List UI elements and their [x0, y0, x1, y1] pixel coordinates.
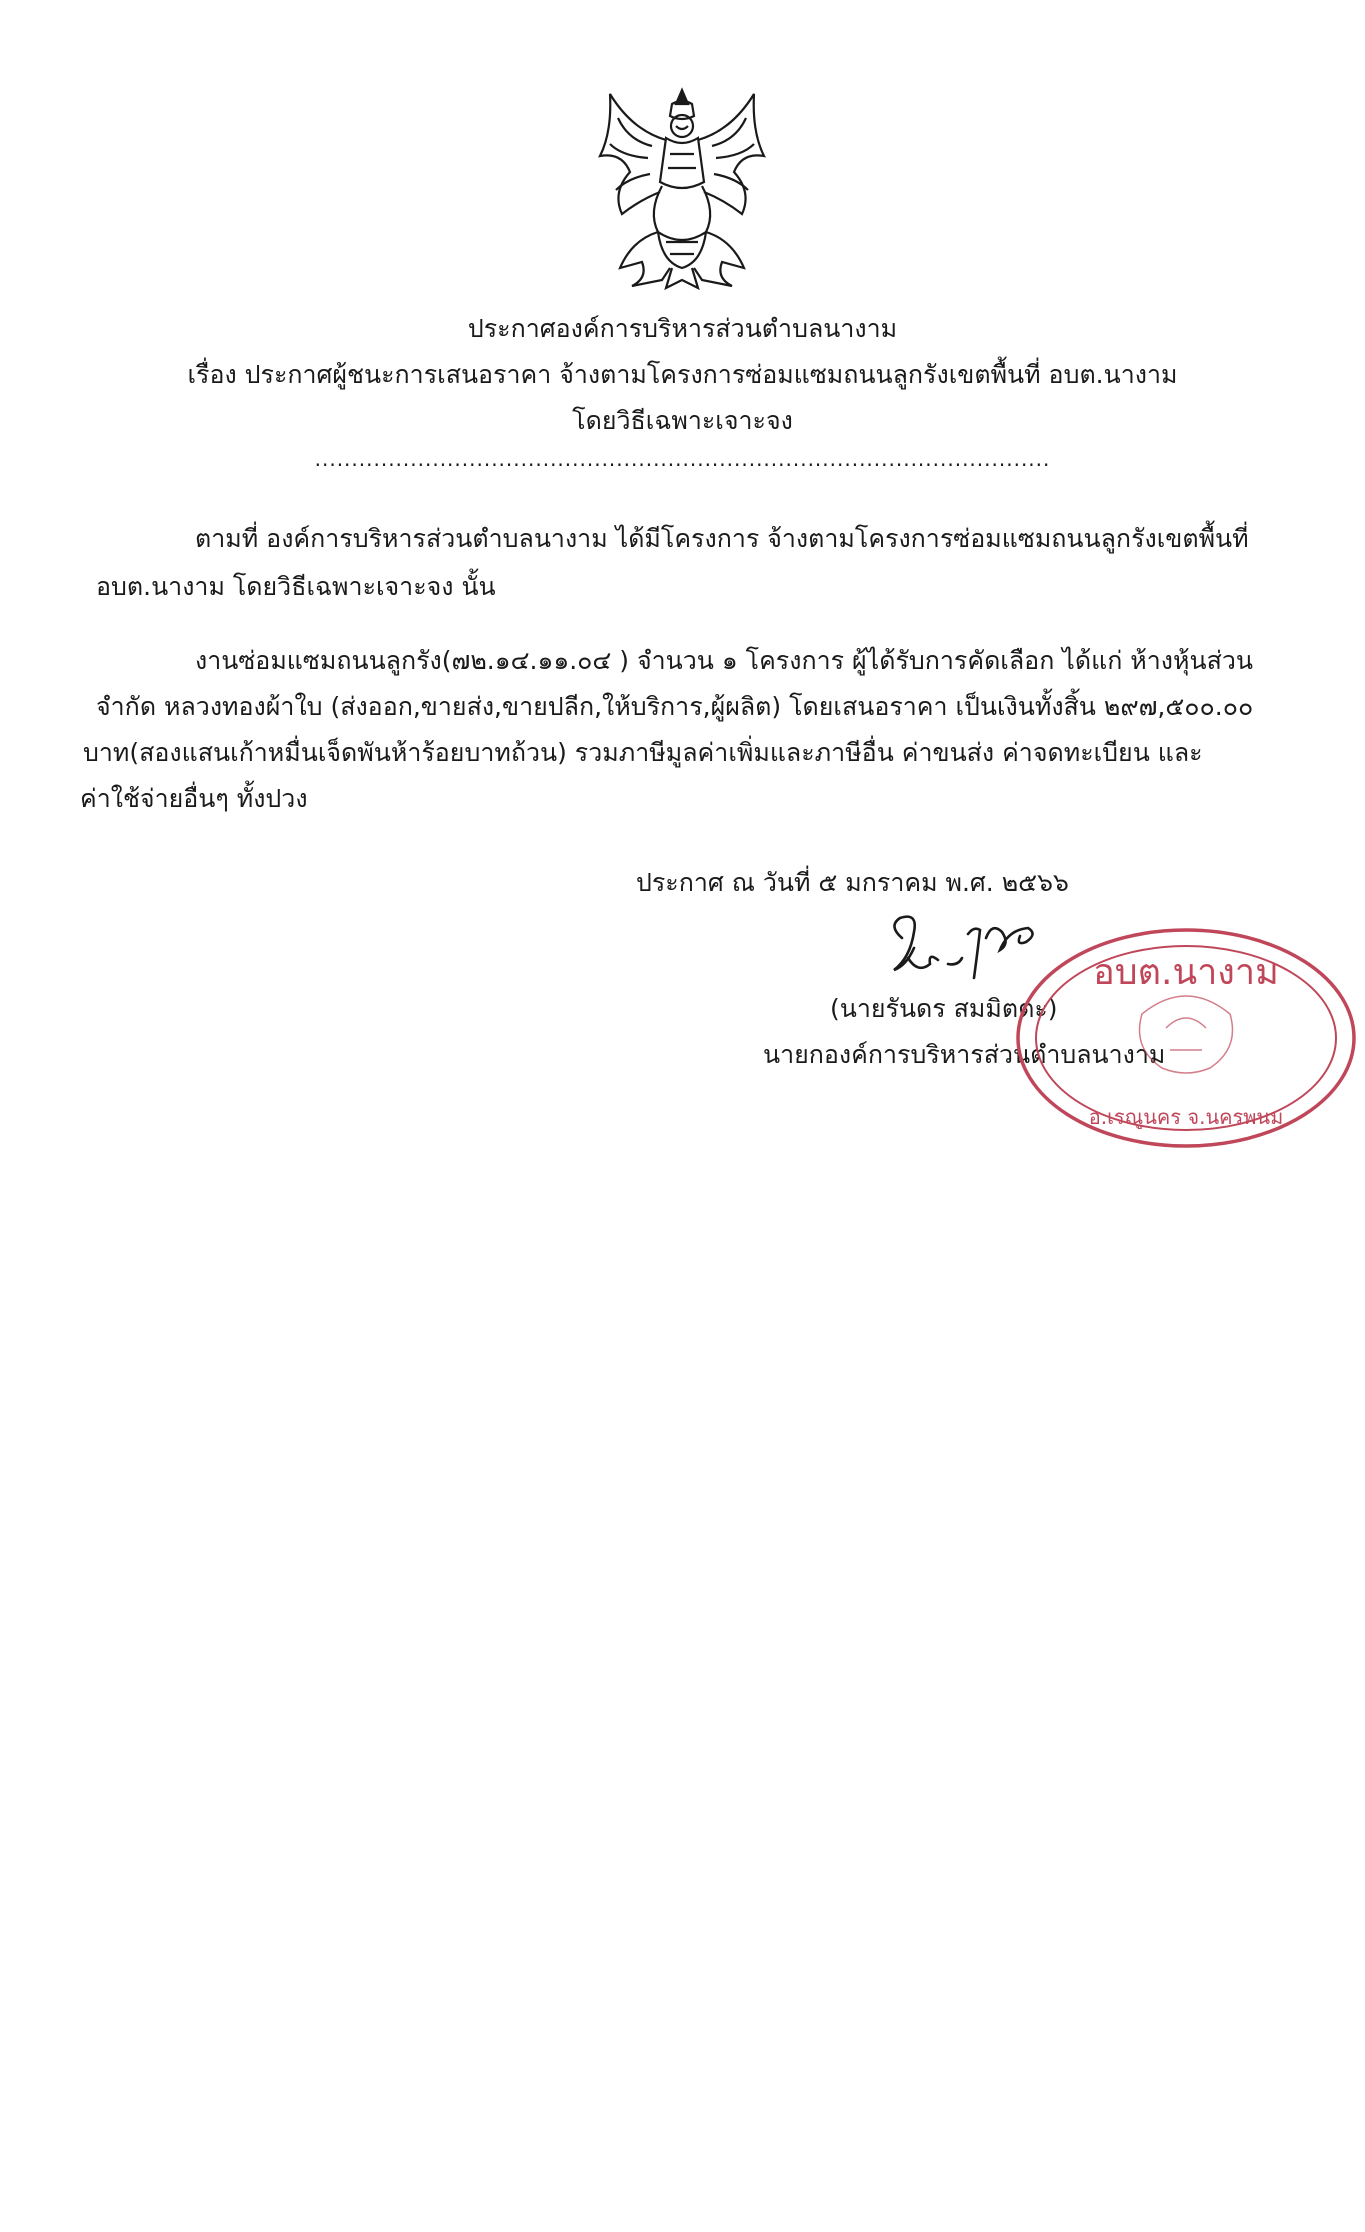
dotted-separator: .................................................................................................... [314, 447, 1051, 471]
announcement-method: โดยวิธีเฉพาะเจาะจง [572, 406, 793, 435]
paragraph-2-line-2: จำกัด หลวงทองผ้าใบ (ส่งออก,ขายส่ง,ขายปลีก,ให้บริการ,ผู้ผลิต) โดยเสนอราคา เป็นเงินทั้งสิ้น ๒๙๗,๕๐๐.๐๐ [96, 692, 1254, 721]
paragraph-2-line-4: ค่าใช้จ่ายอื่นๆ ทั้งปวง [80, 784, 308, 813]
garuda-emblem-icon [592, 82, 772, 292]
paragraph-1-line-1: ตามที่ องค์การบริหารส่วนตำบลนางาม ได้มีโครงการ จ้างตามโครงการซ่อมแซมถนนลูกรังเขตพื้นที่ [195, 524, 1249, 553]
announcement-title: ประกาศองค์การบริหารส่วนตำบลนางาม [467, 314, 898, 343]
paragraph-1-line-2: อบต.นางาม โดยวิธีเฉพาะเจาะจง นั้น [96, 572, 496, 601]
paragraph-2-line-1: งานซ่อมแซมถนนลูกรัง(๗๒.๑๔.๑๑.๐๔ ) จำนวน ๑ โครงการ ผู้ได้รับการคัดเลือก ได้แก่ ห้างหุ้นส่วน [195, 646, 1253, 675]
official-stamp-icon [990, 918, 1362, 1178]
announcement-subject: เรื่อง ประกาศผู้ชนะการเสนอราคา จ้างตามโครงการซ่อมแซมถนนลูกรังเขตพื้นที่ อบต.นางาม [187, 360, 1178, 389]
stamp-top-text: อบต.นางาม [1093, 952, 1279, 993]
announcement-date: ประกาศ ณ วันที่ ๕ มกราคม พ.ศ. ๒๕๖๖ [636, 868, 1069, 897]
paragraph-2-line-3: บาท(สองแสนเก้าหมื่นเจ็ดพันห้าร้อยบาทถ้วน) รวมภาษีมูลค่าเพิ่มและภาษีอื่น ค่าขนส่ง ค่าจดทะเบียน และ [83, 738, 1203, 767]
signer-name: (นายรันดร สมมิตตะ) [830, 994, 1058, 1023]
signer-title: นายกองค์การบริหารส่วนตำบลนางาม [763, 1040, 1166, 1069]
stamp-bottom-text: อ.เรณูนคร จ.นครพนม [1088, 1105, 1284, 1129]
